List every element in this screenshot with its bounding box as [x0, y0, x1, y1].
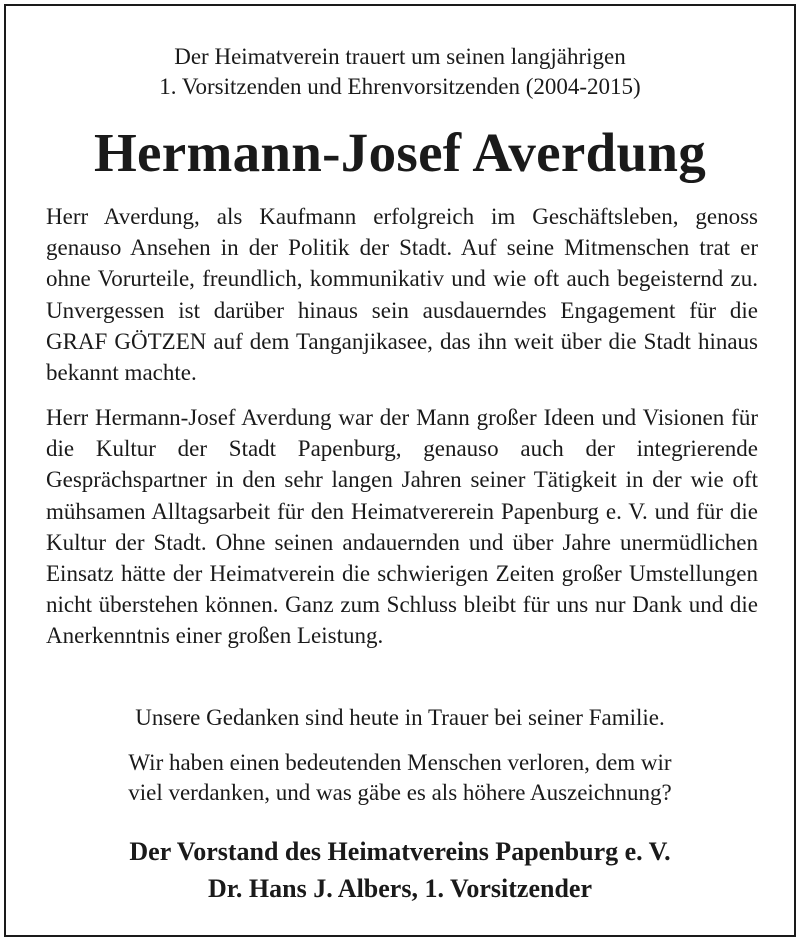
closing-line: Unsere Gedanken sind heute in Trauer bei seiner Familie. — [135, 705, 665, 730]
tribute-paragraph-1: Herr Averdung, als Kaufmann erfolgreich im Geschäftsleben, genoss genauso Ansehen in der Politik der Stadt. Auf seine Mitmenschen trat er ohne Vorurteile, freundlich, kommunikativ und wie oft auch begeisternd zu. Unvergessen ist darüber hinaus sein ausdauerndes Engagement für die GRAF GÖTZEN auf dem Tanganjikasee, das ihn weit über die Stadt hinaus bekannt machte. — [46, 204, 758, 386]
signature-chairman: Dr. Hans J. Albers, 1. Vorsitzender — [208, 874, 592, 903]
intro-line-1: Der Heimatverein trauert um seinen langjährigen — [174, 44, 626, 69]
question-line-1: Wir haben einen bedeutenden Menschen verloren, dem wir — [128, 750, 672, 775]
deceased-name: Hermann-Josef Averdung — [93, 122, 707, 183]
question-line-2: viel verdanken, und was gäbe es als höhere Auszeichnung? — [128, 780, 672, 805]
tribute-paragraph-2: Herr Hermann-Josef Averdung war der Mann großer Ideen und Visionen für die Kultur der Stadt Papenburg, genauso auch der integrierende Gesprächspartner in den sehr langen Jahren seiner Tätigkeit in der wie oft mühsamen Alltagsarbeit für den Heimatvererein Papenburg e. V. und für die Kultur der Stadt. Ohne seinen andauernden und über Jahre unermüdlichen Einsatz hätte der Heimatverein die schwierigen Zeiten großer Umstellungen nicht überstehen können. Ganz zum Schluss bleibt für uns nur Dank und die Anerkenntnis einer großen Leistung. — [46, 405, 758, 649]
signature-board: Der Vorstand des Heimatvereins Papenburg e. V. — [129, 837, 671, 866]
intro-line-2: 1. Vorsitzenden und Ehrenvorsitzenden (2004-2015) — [159, 74, 641, 99]
